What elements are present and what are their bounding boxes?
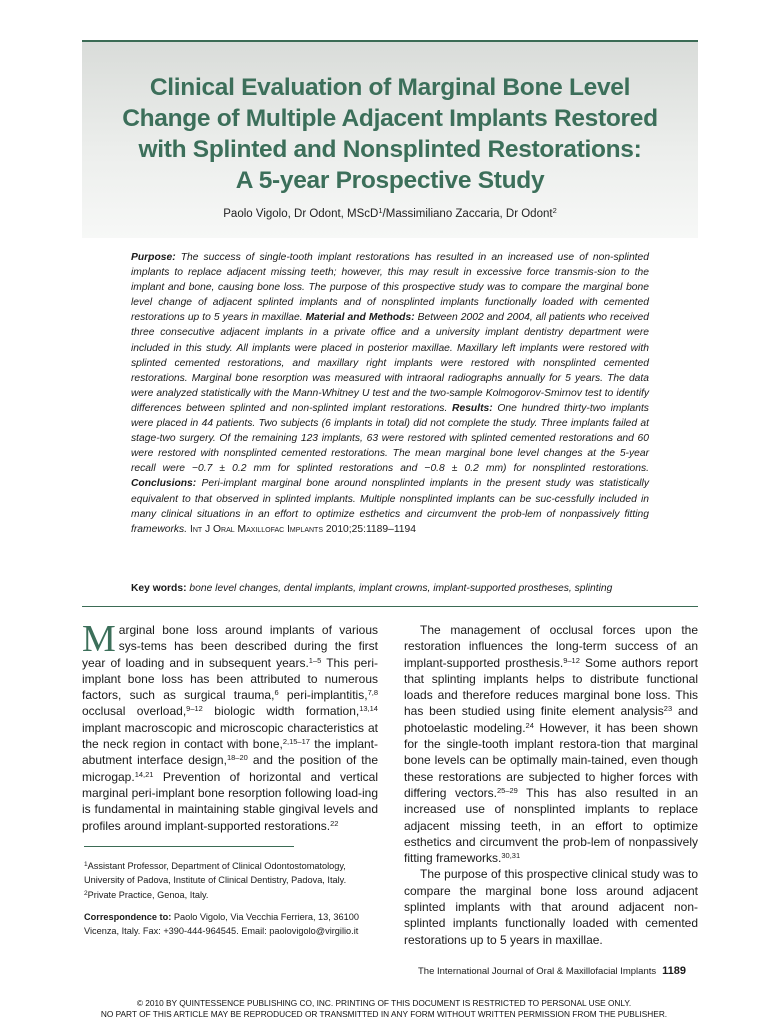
page-number: 1189 bbox=[662, 965, 686, 977]
copyright-line: NO PART OF THIS ARTICLE MAY BE REPRODUCED OR TRANSMITTED IN ANY FORM WITHOUT WRITTEN PERMISSION FROM THE PUBLISHER. bbox=[100, 1008, 668, 1019]
citation-ref: 30,31 bbox=[501, 851, 521, 861]
body-paragraph bbox=[404, 866, 698, 947]
citation bbox=[190, 524, 416, 535]
results-label: Results: bbox=[452, 402, 493, 414]
citation-volume: 2010;25:1189–1194 bbox=[325, 523, 416, 535]
title-line: Change of Multiple Adjacent Implants Restored bbox=[122, 105, 658, 132]
text-run: This peri-implant bone loss has been attributed to numerous factors, such as surgical trauma, bbox=[82, 655, 378, 703]
affiliations bbox=[84, 858, 380, 902]
author-2: Massimiliano Zaccaria, Dr Odont bbox=[385, 208, 553, 220]
citation-ref: 25–29 bbox=[496, 785, 518, 795]
keywords-label: Key words: bbox=[131, 583, 187, 594]
correspondence bbox=[84, 910, 380, 938]
author-1: Paolo Vigolo, Dr Odont, MScD bbox=[223, 208, 379, 220]
running-footer bbox=[418, 965, 686, 977]
article-title bbox=[82, 72, 698, 196]
text-run: the implant-abutment interface design, bbox=[82, 737, 378, 768]
title-line: Clinical Evaluation of Marginal Bone Level bbox=[149, 74, 631, 101]
body-column-right bbox=[404, 622, 698, 948]
body-column-left bbox=[82, 618, 378, 834]
abstract bbox=[131, 250, 649, 537]
keywords-text: bone level changes, dental implants, implant crowns, implant-supported prostheses, splinting bbox=[189, 583, 613, 594]
correspondence-text: Paolo Vigolo, Via Vecchia Ferriera, 13, 36100 Vicenza, Italy. Fax: +390-444-964545. Email: paolovigolo@virgilio.it bbox=[84, 912, 359, 936]
text-run: This has also resulted in an increased use of nonsplinted implants to replace adjacent missing teeth, in an effort to optimize esthetics and circumvent the prob-lem of nonpassively fitting frameworks. bbox=[404, 785, 698, 866]
author-separator: / bbox=[382, 208, 386, 220]
text-run: occlusal overload, bbox=[82, 704, 187, 719]
affil-text: Private Practice, Genoa, Italy. bbox=[87, 890, 209, 900]
citation-ref: 6 bbox=[274, 688, 279, 698]
text-run: and the position of the microgap. bbox=[82, 753, 378, 784]
citation-ref: 24 bbox=[525, 720, 534, 730]
text-run: Prevention of horizontal and vertical marginal peri-implant bone resorption following load-ing is fundamental in maintaining stable gingival levels and profiles around implant-supported restorations. bbox=[82, 769, 378, 833]
results-text: One hundred thirty-two implants were placed in 44 patients. Two subjects (6 implants in total) did not complete the study. Three implants failed at stage-two surgery. Of the remaining 123 implants, 63 were restored with splinted cemented restorations and 60 were restored with nonsplinted cemented restorations. The mean marginal bone level changes at the 5-year recall were −0.7 ± 0.2 mm for splinted restorations and −0.8 ± 0.2 mm) for nonsplinted restorations. bbox=[131, 402, 649, 475]
author-line bbox=[82, 206, 698, 220]
purpose-text: The success of single-tooth implant restorations has resulted in an increased use of non-splinted implants to replace adjacent missing teeth; however, this may result in excessive force transmis-sion to the implant and bone, causing bone loss. The purpose of this prospective study was to compare the marginal bone level change of adjacent splinted implants and of nonsplinted implants functionally loaded with cemented restorations up to 5 years in maxillae. bbox=[131, 252, 649, 324]
citation-ref: 14,21 bbox=[134, 769, 154, 779]
conclusions-text: Peri-implant marginal bone around nonsplinted implants in the present study was statistically equivalent to that observed in splinted implants. Multiple nonsplinted implants can be suc-cessfully included in many clinical situations in an effort to optimize esthetics and circumvent the prob-lem of nonpassively fitting frameworks. bbox=[131, 478, 649, 535]
purpose-label: Purpose: bbox=[131, 252, 176, 263]
copyright-notice bbox=[0, 998, 768, 1019]
copyright-line: © 2010 BY QUINTESSENCE PUBLISHING CO, INC. PRINTING OF THIS DOCUMENT IS RESTRICTED TO PERSONAL USE ONLY. bbox=[136, 998, 632, 1008]
methods-label: Material and Methods: bbox=[305, 312, 415, 324]
title-line: with Splinted and Nonsplinted Restorations: bbox=[138, 136, 642, 163]
affil-text: Assistant Professor, Department of Clinical Odontostomatology, University of Padova, Institute of Clinical Dentistry, Padova, Italy. bbox=[84, 861, 347, 885]
text-run: Some authors report that splinting implants helps to distribute functional loads and therefore reduces marginal bone loss. This has been studied using finite element analysis bbox=[404, 655, 698, 719]
text-run: peri-implantitis, bbox=[278, 688, 368, 703]
affil-marker: 2 bbox=[84, 890, 88, 897]
text-run: The management of occlusal forces upon the restoration influences the long-term success of an implant-supported prosthesis. bbox=[404, 623, 698, 670]
text-run: However, it has been shown for the single-tooth implant restora-tion that marginal bone levels can be optimally main-tained, even though these restorations are subjected to higher forces with differing vectors. bbox=[404, 720, 698, 800]
drop-cap: M bbox=[82, 618, 116, 660]
text-run: The purpose of this prospective clinical study was to compare the marginal bone loss around adjacent splinted implants with that around adjacent non-splinted implants functionally loaded with cemented restorations up to 5 years in maxillae. bbox=[404, 867, 698, 947]
citation-ref: 18–20 bbox=[226, 753, 248, 763]
methods-text: Between 2002 and 2004, all patients who received three consecutive adjacent implants in a private office and a university implant dentistry department were included in this study. All implants were placed in posterior maxillae. Maxillary left implants were restored with splinted cemented restorations, and maxillary right implants were restored with nonsplinted cemented restorations. Marginal bone resorption was measured with intraoral radiographs annually for 5 years. The data were analyzed statistically with the Mann-Whitney U test and the two-sample Kolmogorov-Smirnov test to identify differences between splinted and non-splinted implant restorations. bbox=[131, 312, 649, 414]
section-divider bbox=[82, 606, 698, 607]
author-1-affil-marker: 1 bbox=[378, 206, 383, 215]
correspondence-label: Correspondence to: bbox=[84, 912, 172, 922]
intro-paragraph bbox=[82, 618, 378, 834]
citation-ref: 9–12 bbox=[563, 655, 580, 665]
citation-journal: Int J Oral Maxillofac Implants bbox=[189, 523, 323, 535]
citation-ref: 2,15–17 bbox=[282, 737, 310, 747]
journal-name: The International Journal of Oral & Maxillofacial Implants bbox=[417, 966, 657, 977]
text-run: and photoelastic modeling. bbox=[404, 704, 698, 735]
affiliation-1 bbox=[84, 858, 380, 887]
citation-ref: 9–12 bbox=[186, 704, 203, 714]
intro-text bbox=[82, 618, 378, 833]
citation-ref: 1–5 bbox=[308, 655, 322, 665]
affil-marker: 1 bbox=[84, 861, 88, 868]
text-run: biologic width formation, bbox=[202, 704, 360, 719]
footnote-divider bbox=[84, 846, 294, 847]
affiliation-2 bbox=[84, 887, 380, 902]
text-run: arginal bone loss around implants of various sys-tems has been described during the first year of loading and in subsequent years. bbox=[82, 623, 378, 670]
title-line: A 5-year Prospective Study bbox=[235, 167, 545, 194]
citation-ref: 23 bbox=[663, 704, 673, 714]
keywords bbox=[131, 582, 661, 596]
body-paragraph bbox=[404, 622, 698, 866]
conclusions-label: Conclusions: bbox=[131, 478, 197, 490]
citation-ref: 13,14 bbox=[359, 704, 378, 714]
text-run: implant macroscopic and microscopic characteristics at the neck region in contact with bone, bbox=[82, 720, 378, 752]
citation-ref: 7,8 bbox=[367, 688, 378, 698]
author-2-affil-marker: 2 bbox=[552, 206, 557, 215]
citation-ref: 22 bbox=[330, 818, 339, 828]
